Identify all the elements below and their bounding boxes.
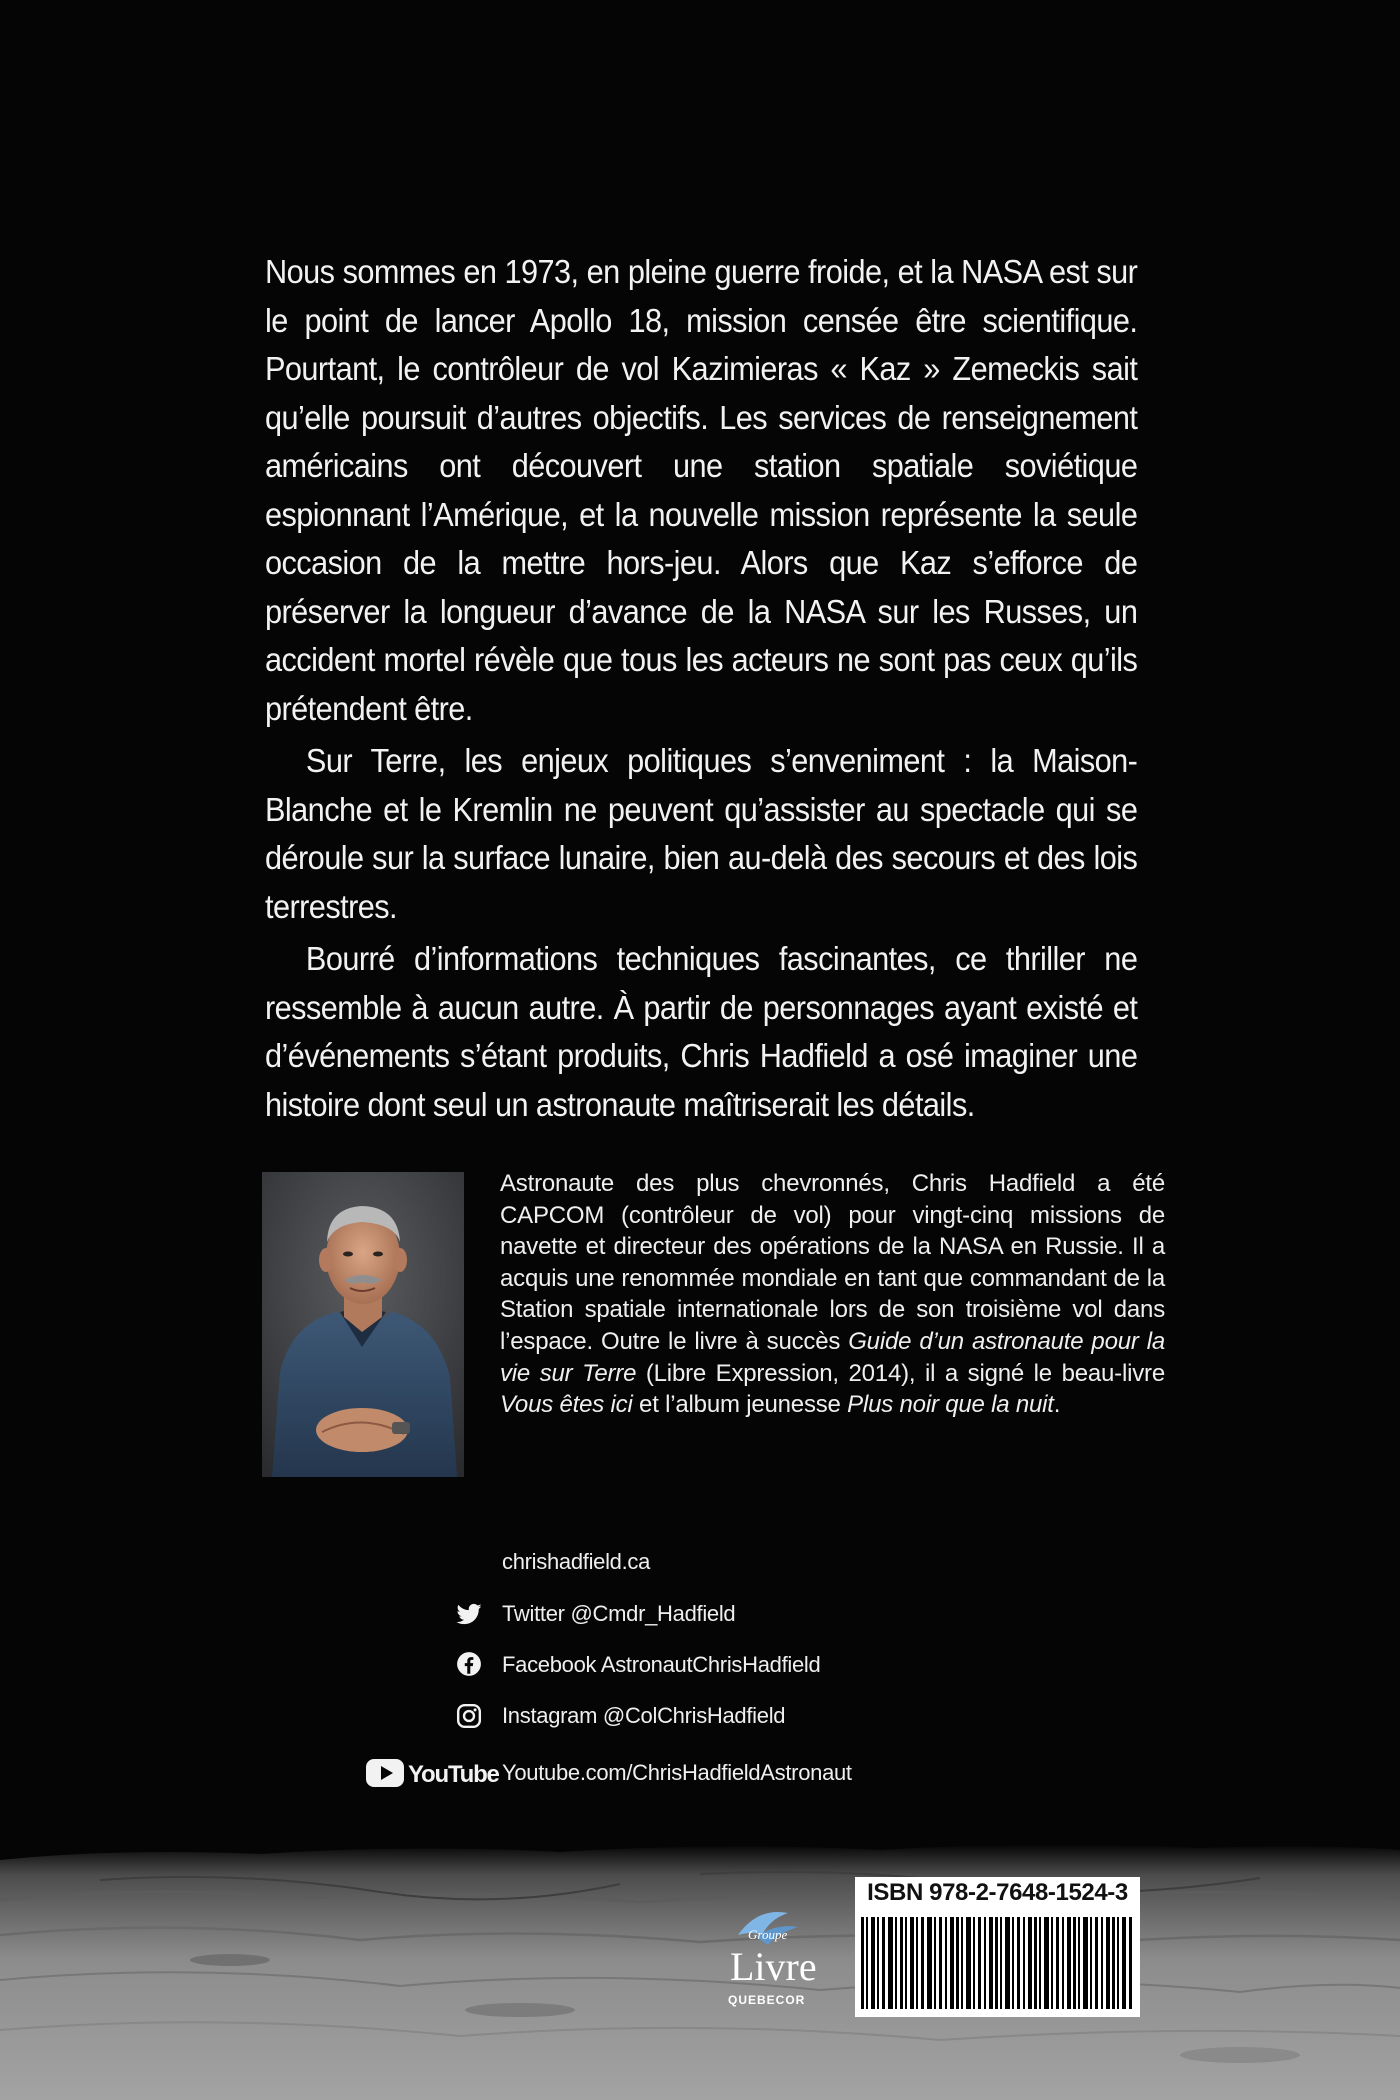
- synopsis-paragraph-3: Bourré d’informations techniques fascinantes, ce thriller ne ressemble à aucun autre. À partir de personnages ayant existé et d’événements s’étant produits, Chris Hadfield a osé imaginer une histoire dont seul un astronaute maîtriserait les détails.: [265, 940, 1138, 1123]
- author-photo: [262, 1172, 464, 1477]
- author-photo-drawing: [262, 1172, 464, 1477]
- publisher-groupe: Groupe: [748, 1927, 788, 1942]
- website-link[interactable]: chrishadfield.ca: [502, 1549, 651, 1574]
- bio-text-2: (Libre Expression, 2014), il a signé le beau-livre: [636, 1359, 1165, 1387]
- bio-book-title-2: Vous êtes ici: [500, 1391, 633, 1419]
- twitter-link[interactable]: Twitter @Cmdr_Hadfield: [502, 1601, 736, 1626]
- synopsis: [265, 248, 1137, 1133]
- website-link-row[interactable]: [366, 1545, 1086, 1579]
- twitter-link-row[interactable]: [366, 1597, 1086, 1631]
- bio-book-title-1: Guide d’un astronaute pour la vie sur Terre: [500, 1327, 1165, 1387]
- publisher-livre: Livre: [730, 1944, 817, 1989]
- isbn-barcode-box: [855, 1877, 1140, 2017]
- youtube-link[interactable]: Youtube.com/ChrisHadfieldAstronaut: [502, 1760, 852, 1785]
- lunar-surface-image: [0, 1840, 1400, 2100]
- instagram-link[interactable]: Instagram @ColChrisHadfield: [502, 1703, 786, 1728]
- publisher-quebecor: QUEBECOR: [728, 1993, 806, 2007]
- twitter-icon: [454, 1599, 484, 1629]
- facebook-link-row[interactable]: [366, 1648, 1086, 1682]
- youtube-link-row[interactable]: [366, 1756, 1086, 1790]
- bio-text-3: et l’album jeunesse: [632, 1391, 848, 1419]
- instagram-link-row[interactable]: [366, 1699, 1086, 1733]
- author-bio: [500, 1168, 1165, 1421]
- barcode-icon: [861, 1917, 1134, 2009]
- isbn-number: ISBN 978-2-7648-1524-3: [867, 1879, 1128, 1906]
- bio-text-4: .: [1053, 1391, 1061, 1419]
- facebook-link[interactable]: Facebook AstronautChrisHadfield: [502, 1652, 821, 1677]
- facebook-icon: [456, 1651, 482, 1677]
- bio-text-1: Astronaute des plus chevronnés, Chris Hadfield a été CAPCOM (contrôleur de vol) pour vingt-cinq missions de navette et directeur des opérations de la NASA en Russie. Il a acquis une renommée mondiale en tant que commandant de la Station spatiale internationale lors de son troisième vol dans l’espace. Outre le livre à succès: [500, 1170, 1165, 1355]
- instagram-icon: [456, 1703, 482, 1729]
- youtube-logo-icon: [366, 1756, 499, 1790]
- bio-book-title-3: Plus noir que la nuit: [847, 1391, 1054, 1419]
- publisher-logo: [718, 1905, 828, 2015]
- synopsis-paragraph-1: Nous sommes en 1973, en pleine guerre froide, et la NASA est sur le point de lancer Apollo 18, mission censée être scientifique. Pourtant, le contrôleur de vol Kazimieras « Kaz » Zemeckis sait qu’elle poursuit d’autres objectifs. Les services de renseignement américains ont découvert une station spatiale soviétique espionnant l’Amérique, et la nouvelle mission représente la seule occasion de la mettre hors-jeu. Alors que Kaz s’efforce de préserver la longueur d’avance de la NASA sur les Russes, un accident mortel révèle que tous les acteurs ne sont pas ceux qu’ils prétendent être.: [265, 253, 1138, 727]
- synopsis-paragraph-2: Sur Terre, les enjeux politiques s’enveniment : la Maison-Blanche et le Kremlin ne peuvent qu’assister au spectacle qui se déroule sur la surface lunaire, bien au-delà des secours et des lois terrestres.: [265, 742, 1138, 925]
- youtube-logo-text: YouTube: [408, 1761, 499, 1788]
